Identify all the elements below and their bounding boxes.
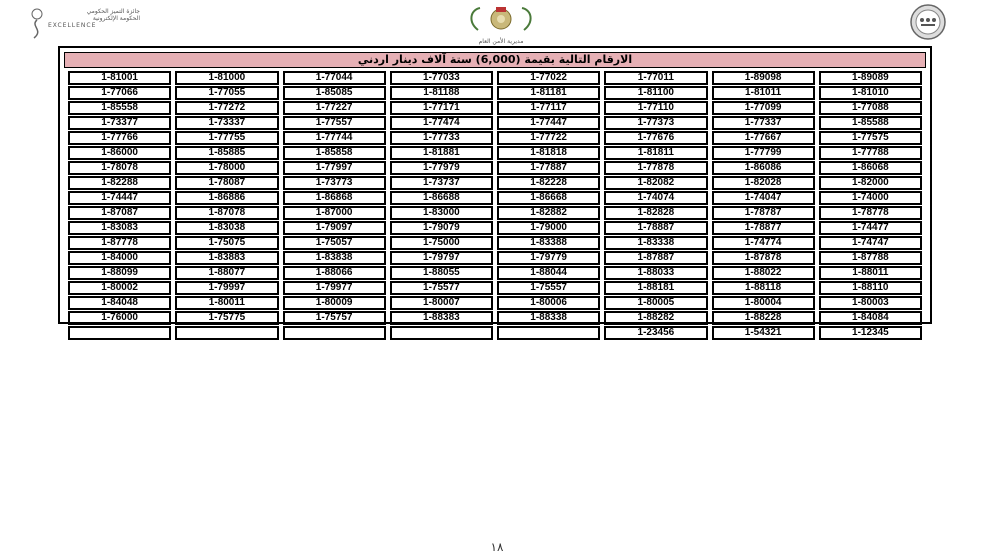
plate-number-cell: 1-73773 [283, 176, 386, 190]
plate-number-cell [390, 326, 493, 340]
plate-number-cell: 1-80009 [283, 296, 386, 310]
plate-number-cell: 1-77055 [175, 86, 278, 100]
page-number: ١٨ [490, 540, 504, 554]
table-row [68, 176, 922, 190]
plate-number-cell: 1-74747 [819, 236, 922, 250]
plate-number-cell: 1-86000 [68, 146, 171, 160]
plate-number-cell: 1-88022 [712, 266, 815, 280]
plate-number-cell: 1-87078 [175, 206, 278, 220]
table-row [68, 131, 922, 145]
plate-number-cell: 1-85858 [283, 146, 386, 160]
table-row [68, 191, 922, 205]
table-row [68, 311, 922, 325]
plate-number-cell: 1-83338 [604, 236, 707, 250]
table-row [68, 266, 922, 280]
plate-number-cell: 1-77474 [390, 116, 493, 130]
plate-number-cell: 1-86068 [819, 161, 922, 175]
plate-number-cell: 1-82028 [712, 176, 815, 190]
plate-number-cell: 1-77788 [819, 146, 922, 160]
plate-number-cell: 1-78078 [68, 161, 171, 175]
plate-number-cell: 1-77066 [68, 86, 171, 100]
plate-number-cell: 1-88118 [712, 281, 815, 295]
plate-number-cell [497, 326, 600, 340]
plate-number-cell: 1-82000 [819, 176, 922, 190]
plate-number-cell: 1-75577 [390, 281, 493, 295]
plate-numbers-sheet [58, 46, 932, 338]
plate-number-cell: 1-77676 [604, 131, 707, 145]
crest-caption: مديرية الأمن العام [478, 38, 524, 45]
plate-number-cell: 1-77744 [283, 131, 386, 145]
plate-number-cell: 1-81010 [819, 86, 922, 100]
plate-number-cell: 1-75557 [497, 281, 600, 295]
plate-number-cell: 1-77766 [68, 131, 171, 145]
plate-number-cell: 1-88110 [819, 281, 922, 295]
public-security-crest [458, 4, 544, 45]
plate-number-cell: 1-80002 [68, 281, 171, 295]
table-row [68, 326, 922, 340]
plate-number-cell: 1-79977 [283, 281, 386, 295]
excellence-award-logo [26, 6, 146, 42]
plate-number-cell: 1-54321 [712, 326, 815, 340]
plate-number-cell: 1-74074 [604, 191, 707, 205]
plate-number-cell: 1-77099 [712, 101, 815, 115]
plate-number-cell: 1-73737 [390, 176, 493, 190]
plate-number-cell: 1-77887 [497, 161, 600, 175]
plate-number-cell: 1-77575 [819, 131, 922, 145]
table-row [68, 71, 922, 85]
plate-number-cell: 1-87087 [68, 206, 171, 220]
plate-number-cell: 1-81001 [68, 71, 171, 85]
plate-number-cell: 1-83083 [68, 221, 171, 235]
plate-number-cell: 1-79997 [175, 281, 278, 295]
table-row [68, 236, 922, 250]
plate-number-cell: 1-12345 [819, 326, 922, 340]
plate-number-cell: 1-88338 [497, 311, 600, 325]
plate-number-cell: 1-87878 [712, 251, 815, 265]
plate-number-cell [283, 326, 386, 340]
plate-number-cell: 1-78887 [604, 221, 707, 235]
plate-number-cell: 1-23456 [604, 326, 707, 340]
plate-numbers-table [64, 70, 926, 341]
plate-number-cell: 1-77733 [390, 131, 493, 145]
table-row [68, 116, 922, 130]
plate-number-cell: 1-85558 [68, 101, 171, 115]
plate-number-cell: 1-83000 [390, 206, 493, 220]
plate-number-cell: 1-76000 [68, 311, 171, 325]
plate-number-cell: 1-82082 [604, 176, 707, 190]
plate-number-cell: 1-77447 [497, 116, 600, 130]
plate-number-cell: 1-80011 [175, 296, 278, 310]
plate-number-cell: 1-86868 [283, 191, 386, 205]
plate-number-cell: 1-73337 [175, 116, 278, 130]
plate-number-cell: 1-78787 [712, 206, 815, 220]
plate-number-cell: 1-77033 [390, 71, 493, 85]
plate-number-cell: 1-79797 [390, 251, 493, 265]
table-row [68, 296, 922, 310]
table-row [68, 206, 922, 220]
plate-number-cell: 1-78087 [175, 176, 278, 190]
plate-number-cell: 1-79079 [390, 221, 493, 235]
plate-number-cell: 1-83388 [497, 236, 600, 250]
plate-number-cell: 1-77117 [497, 101, 600, 115]
award-english-line: EXCELLENCE [48, 22, 97, 29]
plate-number-cell: 1-80003 [819, 296, 922, 310]
table-row [68, 281, 922, 295]
plate-number-cell: 1-79000 [497, 221, 600, 235]
plate-number-cell: 1-77997 [283, 161, 386, 175]
plate-number-cell: 1-86086 [712, 161, 815, 175]
plate-number-cell: 1-78778 [819, 206, 922, 220]
plate-number-cell: 1-77799 [712, 146, 815, 160]
plate-number-cell: 1-84084 [819, 311, 922, 325]
award-subtitle-line: الحكومة الإلكترونية [92, 15, 140, 22]
plate-number-cell: 1-83038 [175, 221, 278, 235]
plate-number-cell: 1-80005 [604, 296, 707, 310]
plate-number-cell: 1-88383 [390, 311, 493, 325]
plate-number-cell: 1-80006 [497, 296, 600, 310]
plate-number-cell: 1-81011 [712, 86, 815, 100]
plate-number-cell: 1-88099 [68, 266, 171, 280]
plate-number-cell: 1-77227 [283, 101, 386, 115]
award-emblem-icon [26, 6, 48, 42]
plate-number-cell: 1-88055 [390, 266, 493, 280]
plate-number-cell: 1-80004 [712, 296, 815, 310]
plate-number-cell: 1-82228 [497, 176, 600, 190]
plate-number-cell: 1-75000 [390, 236, 493, 250]
plate-number-cell: 1-84000 [68, 251, 171, 265]
plate-number-cell: 1-79779 [497, 251, 600, 265]
plate-number-cell [175, 326, 278, 340]
plate-number-cell: 1-87788 [819, 251, 922, 265]
plate-number-cell: 1-78000 [175, 161, 278, 175]
plate-number-cell: 1-88282 [604, 311, 707, 325]
price-banner: الارقام التالية بقيمة (6,000) ستة آلاف دينار اردني [64, 52, 926, 68]
plate-number-cell: 1-81100 [604, 86, 707, 100]
table-row [68, 86, 922, 100]
plate-number-cell: 1-77337 [712, 116, 815, 130]
plate-number-cell: 1-77557 [283, 116, 386, 130]
table-row [68, 101, 922, 115]
plate-number-cell: 1-77667 [712, 131, 815, 145]
plate-number-cell: 1-75075 [175, 236, 278, 250]
plate-number-cell: 1-77878 [604, 161, 707, 175]
plate-number-cell: 1-86886 [175, 191, 278, 205]
plate-number-cell: 1-85588 [819, 116, 922, 130]
plate-number-cell: 1-81881 [390, 146, 493, 160]
plate-number-cell: 1-86668 [497, 191, 600, 205]
award-name-line: جائزة التميز الحكومي [86, 8, 140, 15]
plate-number-cell: 1-85885 [175, 146, 278, 160]
table-row [68, 221, 922, 235]
plate-number-cell: 1-81818 [497, 146, 600, 160]
plate-number-cell: 1-82828 [604, 206, 707, 220]
plate-number-cell: 1-89089 [819, 71, 922, 85]
plate-number-cell: 1-82882 [497, 206, 600, 220]
table-row [68, 161, 922, 175]
table-row [68, 146, 922, 160]
plate-number-cell: 1-81188 [390, 86, 493, 100]
plate-number-cell: 1-87778 [68, 236, 171, 250]
plate-number-cell: 1-88181 [604, 281, 707, 295]
plate-number-cell: 1-75057 [283, 236, 386, 250]
plate-number-cell: 1-78877 [712, 221, 815, 235]
plate-number-cell: 1-88077 [175, 266, 278, 280]
plate-number-cell: 1-88066 [283, 266, 386, 280]
plate-number-cell: 1-89098 [712, 71, 815, 85]
plate-number-cell: 1-84048 [68, 296, 171, 310]
plate-number-cell: 1-77979 [390, 161, 493, 175]
plate-number-cell: 1-77088 [819, 101, 922, 115]
plate-number-cell: 1-81000 [175, 71, 278, 85]
plate-number-cell: 1-74774 [712, 236, 815, 250]
plate-number-cell: 1-74000 [819, 191, 922, 205]
plate-number-cell: 1-77171 [390, 101, 493, 115]
plate-number-cell: 1-83838 [283, 251, 386, 265]
plate-number-cell: 1-77011 [604, 71, 707, 85]
plate-number-cell: 1-74447 [68, 191, 171, 205]
plate-number-cell: 1-82288 [68, 176, 171, 190]
plate-number-cell: 1-87000 [283, 206, 386, 220]
plate-number-cell: 1-85085 [283, 86, 386, 100]
plate-number-cell: 1-81181 [497, 86, 600, 100]
plate-number-cell: 1-87887 [604, 251, 707, 265]
plate-number-cell: 1-77722 [497, 131, 600, 145]
plate-number-cell: 1-83883 [175, 251, 278, 265]
plate-number-cell: 1-74477 [819, 221, 922, 235]
plate-number-cell [68, 326, 171, 340]
plate-number-cell: 1-77272 [175, 101, 278, 115]
plate-number-cell: 1-75757 [283, 311, 386, 325]
plate-number-cell: 1-88033 [604, 266, 707, 280]
table-row [68, 251, 922, 265]
plate-number-cell: 1-88011 [819, 266, 922, 280]
plate-number-cell: 1-79097 [283, 221, 386, 235]
plate-number-cell: 1-77022 [497, 71, 600, 85]
plate-number-cell: 1-74047 [712, 191, 815, 205]
plate-number-cell: 1-77755 [175, 131, 278, 145]
plate-number-cell: 1-86688 [390, 191, 493, 205]
crest-emblem-icon [458, 4, 544, 34]
plate-number-cell: 1-77044 [283, 71, 386, 85]
plate-number-cell: 1-73377 [68, 116, 171, 130]
plate-number-cell: 1-77110 [604, 101, 707, 115]
seal-logo [888, 4, 968, 40]
plate-number-cell: 1-88044 [497, 266, 600, 280]
plate-number-cell: 1-88228 [712, 311, 815, 325]
plate-number-cell: 1-81811 [604, 146, 707, 160]
plate-number-cell: 1-80007 [390, 296, 493, 310]
seal-icon [888, 4, 968, 40]
plate-number-cell: 1-77373 [604, 116, 707, 130]
plate-number-cell: 1-75775 [175, 311, 278, 325]
